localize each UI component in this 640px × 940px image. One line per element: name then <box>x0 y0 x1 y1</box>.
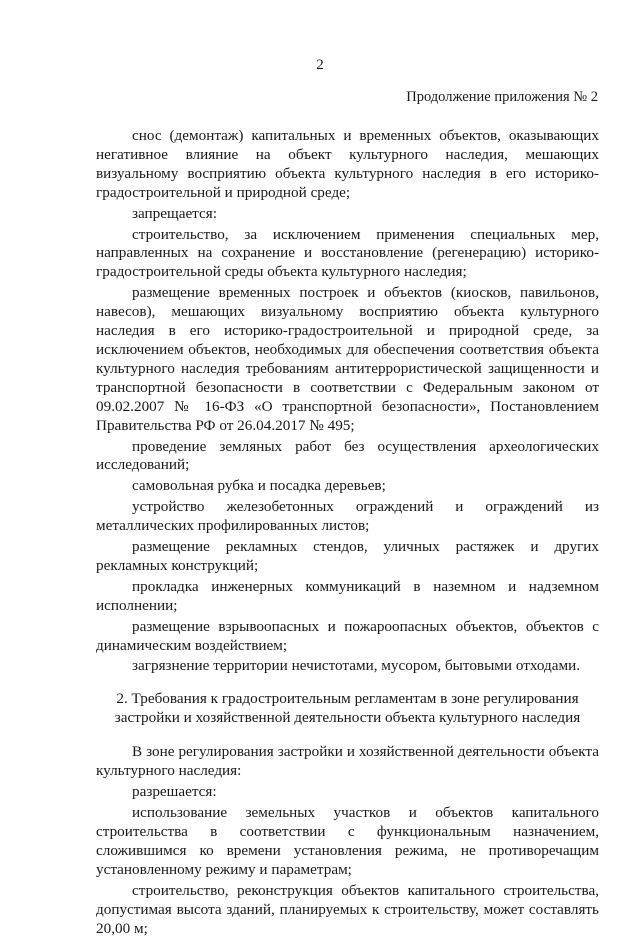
section-heading: 2. Требования к градостроительным регламентам в зоне регулирования застройки и хозяйственной деятельности объекта культурного наследия <box>114 690 581 726</box>
document-body <box>96 127 599 940</box>
paragraph-tree-cutting: самовольная рубка и посадка деревьев; <box>132 477 386 495</box>
paragraph-prohibited-heading: запрещается: <box>132 204 217 222</box>
paragraph-zone-intro: В зоне регулирования застройки и хозяйственной деятельности объекта культурного наследия: <box>96 743 599 780</box>
paragraph-earthworks: проведение земляных работ без осуществления археологических исследований; <box>96 437 599 474</box>
paragraph-fences: устройство железобетонных ограждений и ограждений из металлических профилированных листов; <box>96 498 599 535</box>
paragraph-utilities: прокладка инженерных коммуникаций в наземном и надземном исполнении; <box>96 577 599 614</box>
paragraph-temporary-structures: размещение временных построек и объектов (киосков, павильонов, навесов), мешающих визуальному восприятию объекта культурного наследия в его историко-градостроительной и природной среде, за исключением объектов, необходимых для обеспечения соответствия объекта культурного наследия требованиям антитеррористической защищенности и транспортной безопасности в соответствии с Федеральным законом от 09.02.2007 № 16-ФЗ «О транспортной безопасности», Постановлением Правительства РФ от 26.04.2017 № 495; <box>96 284 599 434</box>
paragraph-building-height: строительство, реконструкция объектов капитального строительства, допустимая высота зданий, планируемых к строительству, может составлять 20,00 м; <box>96 881 599 937</box>
paragraph-permitted-heading: разрешается: <box>132 783 217 801</box>
paragraph-demolition: снос (демонтаж) капитальных и временных объектов, оказывающих негативное влияние на объект культурного наследия, мешающих визуальному восприятию объекта культурного наследия в его историко-градостроительной и природной среде; <box>96 127 599 201</box>
page-number: 2 <box>316 57 324 73</box>
paragraph-construction-ban: строительство, за исключением применения специальных мер, направленных на сохранение и восстановление (регенерацию) историко-градостроительной среды объекта культурного наследия; <box>96 225 599 281</box>
paragraph-hazardous-objects: размещение взрывоопасных и пожароопасных объектов, объектов с динамическим воздействием; <box>96 617 599 654</box>
paragraph-advertising: размещение рекламных стендов, уличных растяжек и других рекламных конструкций; <box>96 538 599 574</box>
appendix-continuation-note: Продолжение приложения № 2 <box>406 89 598 105</box>
paragraph-land-use: использование земельных участков и объектов капитального строительства в соответствии с функциональным назначением, сложившимся ко времени установления режима, не противоречащим установленному режиму и параметрам; <box>96 804 599 878</box>
paragraph-pollution: загрязнение территории нечистотами, мусором, бытовыми отходами. <box>132 657 581 675</box>
